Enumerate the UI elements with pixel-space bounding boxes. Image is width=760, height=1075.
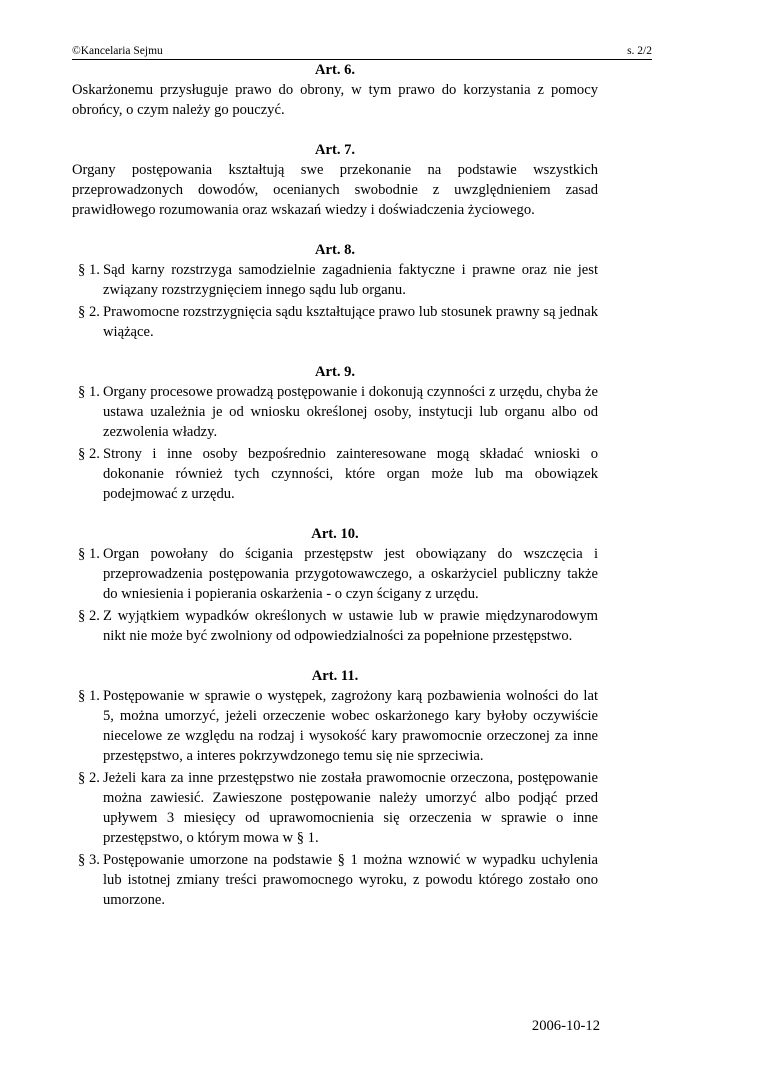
paragraph (72, 302, 598, 342)
paragraph (72, 382, 598, 442)
paragraph (72, 850, 598, 910)
page-header (72, 45, 652, 60)
paragraph-number: § 1. (78, 546, 100, 562)
paragraph (72, 260, 598, 300)
article-text: Organy postępowania kształtują swe przekonanie na podstawie wszystkich przeprowadzonych dowodów, ocenianych swobodnie z uwzględnieniem zasad prawidłowego rozumowania oraz wskazań wiedzy i doświadczenia życiowego. (72, 162, 598, 218)
paragraph-text: Postępowanie w sprawie o występek, zagrożony karą pozbawienia wolności do lat 5, można umorzyć, jeżeli orzeczenie wobec oskarżonego kary byłoby oczywiście niecelowe ze względu na rodzaj i wysokość kary prawomocnie orzeczonej za inne przestępstwo, a interes pokrzywdzonego temu się nie sprzeciwia. (103, 688, 598, 764)
header-page-number: s. 2/2 (627, 45, 652, 57)
paragraph-number: § 1. (78, 688, 100, 704)
paragraph-text: Strony i inne osoby bezpośrednio zainteresowane mogą składać wnioski o dokonanie również tych czynności, które organ może lub ma obowiązek podejmować z urzędu. (103, 446, 598, 502)
paragraph-number: § 1. (78, 384, 100, 400)
paragraph-text: Sąd karny rozstrzyga samodzielnie zagadnienia faktyczne i prawne oraz nie jest związany rozstrzygnięciem innego sądu lub organu. (103, 262, 598, 298)
article-title: Art. 10. (311, 526, 359, 542)
document-content (72, 60, 598, 930)
paragraph-number: § 3. (78, 852, 100, 868)
paragraph-text: Jeżeli kara za inne przestępstwo nie została prawomocnie orzeczona, postępowanie można zawiesić. Zawieszone postępowanie należy umorzyć albo podjąć przed upływem 3 miesięcy od uprawomocnienia się orzeczenia w sprawie o inne przestępstwo, o którym mowa w § 1. (103, 770, 598, 846)
article-title: Art. 8. (314, 242, 356, 258)
paragraph-number: § 2. (78, 770, 100, 786)
paragraph (72, 544, 598, 604)
article-text: Oskarżonemu przysługuje prawo do obrony, w tym prawo do korzystania z pomocy obrońcy, o czym należy go pouczyć. (72, 82, 598, 118)
article-8 (72, 240, 598, 342)
article-11 (72, 666, 598, 910)
article-7 (72, 140, 598, 220)
article-10 (72, 524, 598, 646)
article-title: Art. 7. (314, 142, 356, 158)
paragraph-text: Prawomocne rozstrzygnięcia sądu kształtujące prawo lub stosunek prawny są jednak wiążące. (103, 304, 598, 340)
article-9 (72, 362, 598, 504)
paragraph (72, 768, 598, 848)
article-title: Art. 11. (311, 668, 359, 684)
paragraph-number: § 2. (78, 608, 100, 624)
paragraph-text: Z wyjątkiem wypadków określonych w ustawie lub w prawie międzynarodowym nikt nie może być zwolniony od odpowiedzialności za popełnione przestępstwo. (103, 608, 598, 644)
paragraph-text: Organy procesowe prowadzą postępowanie i dokonują czynności z urzędu, chyba że ustawa uzależnia je od wniosku określonej osoby, instytucji lub organu albo od zezwolenia władzy. (103, 384, 598, 440)
paragraph (72, 686, 598, 766)
paragraph (72, 606, 598, 646)
paragraph-text: Organ powołany do ścigania przestępstw jest obowiązany do wszczęcia i przeprowadzenia postępowania przygotowawczego, a oskarżyciel publiczny także do wniesienia i popierania oskarżenia - o czyn ścigany z urzędu. (103, 546, 598, 602)
header-source: ©Kancelaria Sejmu (72, 45, 163, 57)
paragraph-number: § 2. (78, 304, 100, 320)
paragraph-number: § 1. (78, 262, 100, 278)
article-6 (72, 60, 598, 120)
paragraph-number: § 2. (78, 446, 100, 462)
paragraph (72, 444, 598, 504)
article-title: Art. 9. (314, 364, 356, 380)
paragraph-text: Postępowanie umorzone na podstawie § 1 można wznowić w wypadku uchylenia lub istotnej zmiany treści prawomocnego wyroku, z powodu którego zostało ono umorzone. (103, 852, 598, 908)
article-title: Art. 6. (314, 62, 356, 78)
page-footer-date: 2006-10-12 (531, 1018, 600, 1034)
